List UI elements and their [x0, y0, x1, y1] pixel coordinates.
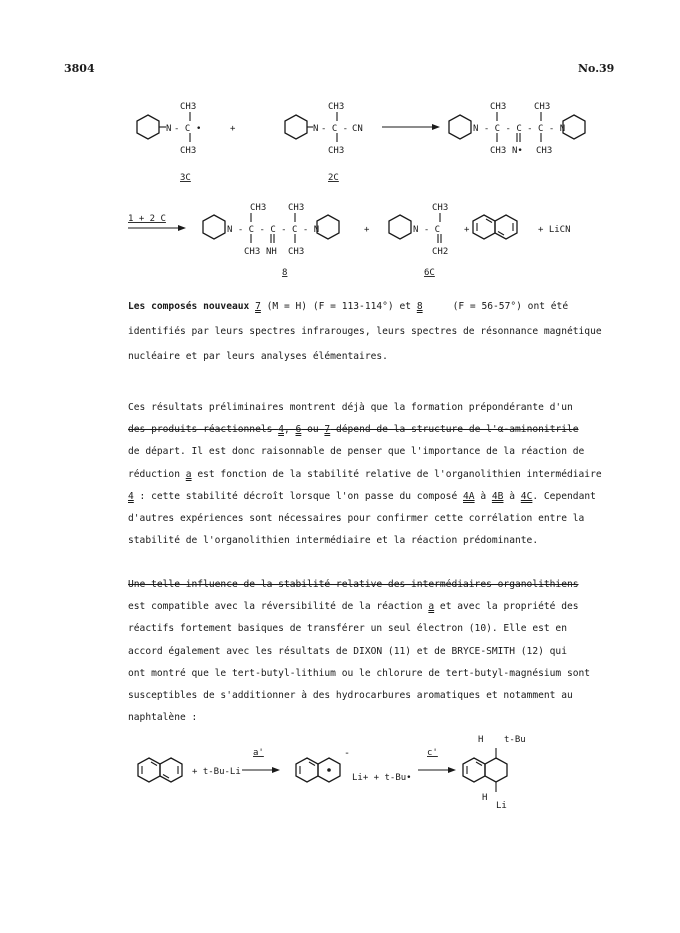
text-line: ont montré que le tert-butyl-lithium ou le chlorure de tert-butyl-magnésium sont: [128, 667, 591, 679]
text-line: réactifs fortement basiques de transférer un seul électron (10). Elle est en: [128, 623, 567, 635]
tbuli-reagent: + t-Bu-Li: [192, 767, 241, 777]
svg-text:N: N: [166, 124, 172, 134]
li-tbu-products: Li+ + t-Bu•: [352, 773, 412, 783]
arrow-label-c-prime: c': [427, 748, 438, 758]
ch3-label: CH3: [288, 247, 305, 257]
ch3-label: CH3: [432, 203, 449, 213]
compound-label-6c: 6C: [424, 268, 435, 278]
text-line: naphtalène :: [128, 712, 198, 724]
piperidine-ring: [563, 115, 585, 139]
svg-text:- C -: - C -: [321, 124, 349, 134]
plus-sign: +: [464, 225, 470, 235]
piperidine-ring: [317, 215, 339, 239]
text-line: Une telle influence de la stabilité relative des intermédiaires organolithiens: [128, 579, 579, 590]
ch3-label: CH3: [288, 203, 305, 213]
svg-text:N - C - C - C - N: N - C - C - C - N: [473, 124, 566, 134]
naphthalene-radical-anion: [296, 758, 340, 782]
svg-text:•: •: [196, 124, 202, 134]
ch3-label: CH3: [328, 146, 345, 156]
piperidine-ring: [203, 215, 225, 239]
reactants-label: 1 + 2 C: [128, 214, 166, 224]
arrow-label-a-prime: a': [253, 748, 264, 758]
text-line: susceptibles de s'additionner à des hydrocarbures aromatiques et notamment au: [128, 690, 573, 702]
text-line: 4 : cette stabilité décroît lorsque l'on passe du composé 4A à 4B à 4C. Cependant: [128, 490, 596, 502]
ch2-label: CH2: [432, 247, 449, 257]
licn-label: + LiCN: [538, 225, 571, 235]
li-label: Li: [496, 801, 507, 811]
ch3-label: CH3: [490, 102, 507, 112]
ch3-label: CH3: [534, 102, 551, 112]
plus-sign: +: [230, 124, 236, 134]
piperidine-ring: [137, 115, 159, 139]
nh-group: NH: [266, 247, 277, 257]
naphthalene-structure: [473, 215, 517, 239]
cn-group: CN: [352, 124, 363, 134]
n-radical: N•: [512, 146, 523, 156]
piperidine-ring: [449, 115, 471, 139]
compound-label-2c: 2C: [328, 173, 339, 183]
compound-label-3c: 3C: [180, 173, 191, 183]
naphthalene-structure: [138, 758, 182, 782]
hydrogen-label: H: [478, 735, 484, 745]
paragraph-new-compounds: [128, 296, 602, 369]
ch3-label: CH3: [490, 146, 507, 156]
text-line: nucléaire et par leurs analyses élémentaires.: [128, 351, 388, 363]
piperidine-ring: [389, 215, 411, 239]
text-line: Ces résultats préliminaires montrent déjà que la formation prépondérante d'un: [128, 402, 573, 413]
negative-charge: -: [344, 748, 351, 759]
text-line: accord également avec les résultats de DIXON (11) et de BRYCE-SMITH (12) qui: [128, 645, 567, 657]
text-line: stabilité de l'organolithien intermédiaire et la réaction prédominante.: [128, 535, 539, 547]
svg-text:N - C - C - C - N: N - C - C - C - N: [227, 225, 320, 235]
page-number: 3804: [64, 62, 95, 75]
paragraph-influence: [128, 574, 591, 729]
text-line: des produits réactionnels 4, 6 ou 7 dépend de la structure de l'α-aminonitrile: [128, 424, 579, 436]
text-line: Les composés nouveaux 7 (M = H) (F = 113-114°) et 8 (F = 56-57°) ont été: [128, 301, 569, 312]
svg-text:N: N: [313, 124, 319, 134]
ch3-label: CH3: [328, 102, 345, 112]
paragraph-preliminary-results: [128, 397, 602, 552]
hydrogen-label: H: [482, 793, 488, 803]
ch3-label: CH3: [180, 102, 197, 112]
svg-text:N - C: N - C: [413, 225, 441, 235]
reaction-scheme-1: [0, 90, 680, 190]
plus-sign: +: [364, 225, 370, 235]
svg-text:- C: - C: [174, 124, 191, 134]
ch3-label: CH3: [250, 203, 267, 213]
ch3-label: CH3: [244, 247, 261, 257]
dihydronaphthalene-product: [463, 748, 507, 792]
text-line: identifiés par leurs spectres infrarouges, leurs spectres de résonnance magnétique: [128, 326, 602, 338]
text-line: d'autres expériences sont nécessaires pour confirmer cette corrélation entre la: [128, 513, 585, 525]
reaction-scheme-3: [0, 730, 680, 830]
ch3-label: CH3: [536, 146, 553, 156]
text-line: est compatible avec la réversibilité de la réaction a et avec la propriété des: [128, 601, 579, 613]
text-line: réduction a est fonction de la stabilité relative de l'organolithien intermédiaire: [128, 468, 602, 480]
text-line: de départ. Il est donc raisonnable de penser que l'importance de la réaction de: [128, 446, 585, 458]
issue-number: No.39: [578, 62, 615, 75]
tbu-label: t-Bu: [504, 735, 526, 745]
compound-label-8: 8: [282, 268, 288, 278]
piperidine-ring: [285, 115, 307, 139]
reaction-scheme-2: [0, 195, 680, 285]
ch3-label: CH3: [180, 146, 197, 156]
